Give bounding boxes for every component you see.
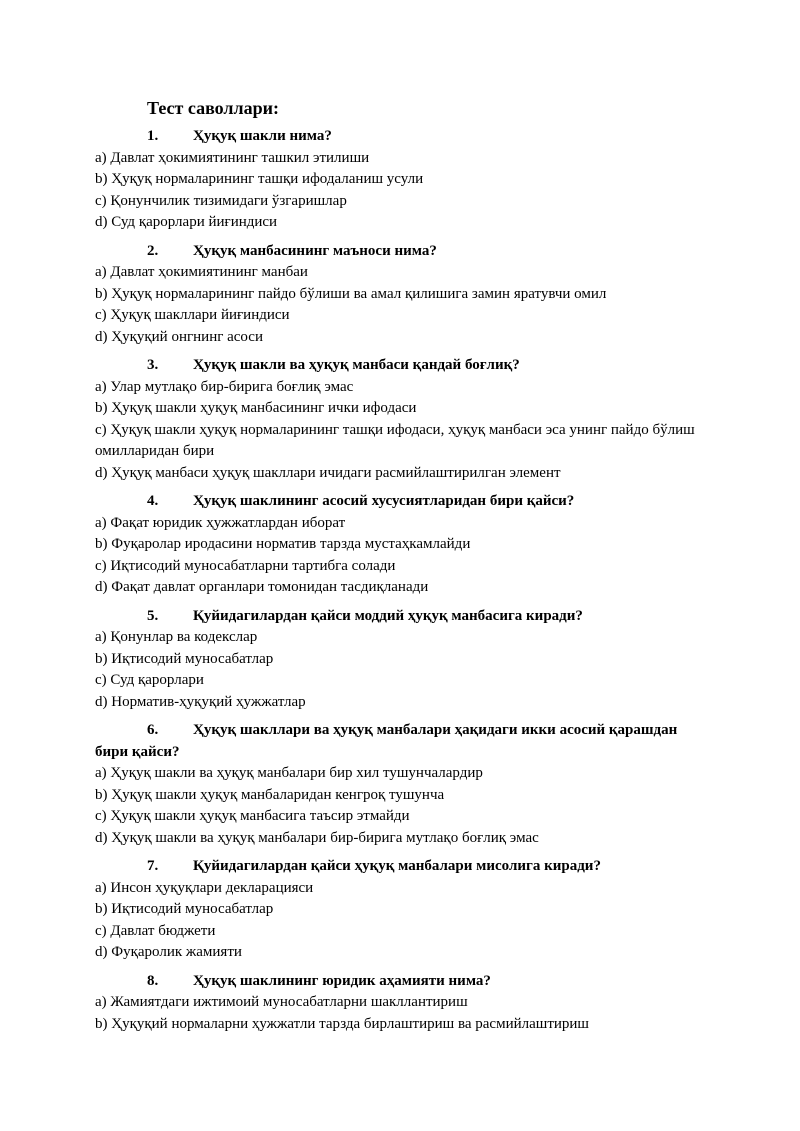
answer-option: a) Жамиятдаги ижтимоий муносабатларни шакллантириш [95,994,468,1010]
question-heading [95,720,705,763]
answer-option: a) Фақат юридик ҳужжатлардан иборат [95,514,346,531]
question-number: 8. [147,972,159,989]
answer-option: d) Ҳуқуқ манбаси ҳуқуқ шакллари ичидаги расмийлаштирилган элемент [95,464,561,481]
question-item [95,241,705,349]
answer-option: b) Ҳуқуқ нормаларининг ташқи ифодаланиш усули [95,171,424,187]
answer-option: a) Қонунлар ва кодекслар [95,629,258,645]
question-text: Қуйидагилардан қайси моддий ҳуқуқ манбасига киради? [193,607,583,624]
answer-option: c) Ҳуқуқ шакли ҳуқуқ манбасига таъсир этмайди [95,808,410,824]
answer-option: c) Ҳуқуқ шакллари йиғиндиси [95,307,290,323]
question-number: 2. [147,242,159,259]
answer-option: a) Инсон ҳуқуқлари декларацияси [95,879,314,896]
answer-option: b) Иқтисодий муносабатлар [95,901,274,917]
answer-option: d) Суд қарорлари йиғиндиси [95,214,278,230]
answer-option: c) Қонунчилик тизимидаги ўзгаришлар [95,192,347,209]
question-item [95,355,705,484]
answer-option: a) Давлат ҳокимиятининг ташкил этилиши [95,149,370,166]
question-text: Ҳуқуқ манбасининг маъноси нима? [193,242,437,259]
question-item [95,856,705,964]
answer-option: d) Ҳуқуқ шакли ва ҳуқуқ манбалари бир-бирига мутлақо боғлиқ эмас [95,829,539,846]
question-heading [95,971,705,993]
answer-option: b) Ҳуқуқ нормаларининг пайдо бўлиши ва амал қилишига замин яратувчи омил [95,285,607,302]
answer-option: a) Давлат ҳокимиятининг манбаи [95,264,308,280]
question-text: Ҳуқуқ шакллари ва ҳуқуқ манбалари ҳақидаги икки асосий қарашдан бири қайси? [95,722,678,760]
question-item [95,491,705,599]
question-number: 3. [147,357,159,373]
answer-option: d) Фақат давлат органлари томонидан тасдиқланади [95,579,429,595]
answer-option: c) Иқтисодий муносабатларни тартибга солади [95,557,396,574]
answer-option: c) Ҳуқуқ шакли ҳуқуқ нормаларининг ташқи ифодаси, ҳуқуқ манбаси эса унинг пайдо бўлиш омилларидан бири [95,421,695,459]
answer-option: c) Давлат бюджети [95,922,216,939]
question-heading [95,355,705,377]
answer-option: a) Улар мутлақо бир-бирига боғлиқ эмас [95,378,354,395]
question-item [95,606,705,714]
page-title: Тест саволлари: [147,98,280,118]
question-text: Ҳуқуқ шаклининг юридик аҳамияти нима? [193,972,491,989]
question-heading [95,126,705,148]
question-text: Ҳуқуқ шакли нима? [193,128,332,144]
question-number: 5. [147,607,159,624]
question-text: Ҳуқуқ шакли ва ҳуқуқ манбаси қандай боғлиқ? [193,357,520,373]
answer-option: a) Ҳуқуқ шакли ва ҳуқуқ манбалари бир хил тушунчалардир [95,765,483,781]
question-item [95,971,705,1036]
answer-option: b) Иқтисодий муносабатлар [95,650,274,667]
question-list [95,126,705,1042]
answer-option: d) Фуқаролик жамияти [95,944,242,960]
question-number: 1. [147,128,159,144]
question-text: Қуйидагилардан қайси ҳуқуқ манбалари мисолига киради? [193,858,601,874]
question-heading [95,491,705,513]
answer-option: b) Ҳуқуқ шакли ҳуқуқ манбаларидан кенгроқ тушунча [95,786,445,803]
question-number: 4. [147,493,159,509]
question-heading [95,856,705,878]
question-item [95,126,705,234]
question-number: 7. [147,858,159,874]
question-item [95,720,705,849]
answer-option: d) Норматив-ҳуқуқий ҳужжатлар [95,693,306,710]
answer-option: c) Суд қарорлари [95,672,204,688]
answer-option: b) Ҳуқуқ шакли ҳуқуқ манбасининг ички ифодаси [95,400,417,416]
answer-option: d) Ҳуқуқий онгнинг асоси [95,328,263,345]
question-text: Ҳуқуқ шаклининг асосий хусусиятларидан бири қайси? [193,493,575,509]
question-number: 6. [147,722,159,738]
question-heading [95,606,705,628]
question-heading [95,241,705,263]
answer-option: b) Фуқаролар иродасини норматив тарзда мустаҳкамлайди [95,536,471,552]
answer-option: b) Ҳуқуқий нормаларни ҳужжатли тарзда бирлаштириш ва расмийлаштириш [95,1015,589,1032]
